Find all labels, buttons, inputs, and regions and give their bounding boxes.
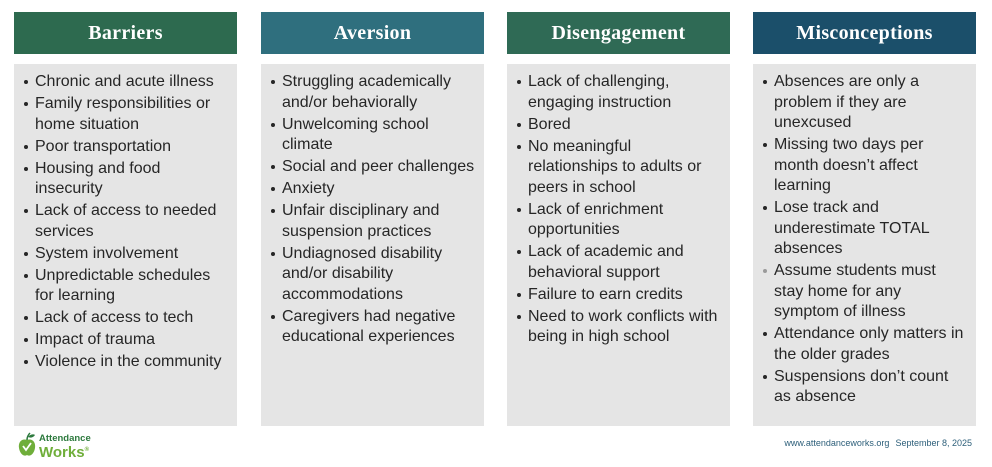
column-title: Misconceptions — [753, 12, 976, 54]
footer — [784, 438, 972, 448]
list-item: Poor transportation — [24, 137, 229, 158]
list-item: Unwelcoming school climate — [271, 115, 476, 156]
item-list — [763, 72, 968, 408]
column-aversion — [261, 12, 484, 426]
list-item: No meaningful relationships to adults or peers in school — [517, 137, 722, 199]
column-body — [14, 64, 237, 426]
list-item: Suspensions don’t count as absence — [763, 367, 968, 408]
column-title: Barriers — [14, 12, 237, 54]
column-body — [507, 64, 730, 426]
column-body — [261, 64, 484, 426]
list-item: Family responsibilities or home situation — [24, 94, 229, 135]
list-item: Housing and food insecurity — [24, 159, 229, 200]
list-item: Missing two days per month doesn’t affect learning — [763, 135, 968, 197]
list-item: Unpredictable schedules for learning — [24, 266, 229, 307]
list-item: Chronic and acute illness — [24, 72, 229, 93]
list-item: Unfair disciplinary and suspension practices — [271, 201, 476, 242]
list-item: Undiagnosed disability and/or disability accommodations — [271, 244, 476, 306]
list-item: Attendance only matters in the older grades — [763, 324, 968, 365]
list-item: Caregivers had negative educational experiences — [271, 307, 476, 348]
list-item: Social and peer challenges — [271, 157, 476, 178]
list-item: Bored — [517, 115, 722, 136]
item-list — [24, 72, 229, 373]
column-body — [753, 64, 976, 426]
registered-mark: ® — [84, 446, 89, 453]
list-item: Lack of access to tech — [24, 308, 229, 329]
list-item: Violence in the community — [24, 352, 229, 373]
list-item: Lose track and underestimate TOTAL absences — [763, 198, 968, 260]
list-item: System involvement — [24, 244, 229, 265]
list-item: Impact of trauma — [24, 330, 229, 351]
footer-date: September 8, 2025 — [895, 438, 972, 448]
column-misconceptions — [753, 12, 976, 426]
logo-line-2: Works — [39, 443, 85, 461]
item-list — [517, 72, 722, 348]
column-title: Aversion — [261, 12, 484, 54]
list-item: Lack of challenging, engaging instruction — [517, 72, 722, 113]
apple-leaf-icon — [17, 432, 37, 463]
column-title: Disengagement — [507, 12, 730, 54]
logo-line-1: Attendance — [39, 433, 91, 444]
list-item: Assume students must stay home for any symptom of illness — [763, 261, 968, 323]
list-item: Lack of enrichment opportunities — [517, 200, 722, 241]
list-item: Anxiety — [271, 179, 476, 200]
list-item: Need to work conflicts with being in high school — [517, 307, 722, 348]
item-list — [271, 72, 476, 348]
list-item: Absences are only a problem if they are unexcused — [763, 72, 968, 134]
footer-url: www.attendanceworks.org — [784, 438, 890, 448]
list-item: Failure to earn credits — [517, 285, 722, 306]
list-item: Struggling academically and/or behaviorally — [271, 72, 476, 113]
column-barriers — [14, 12, 237, 426]
attendance-works-logo — [17, 432, 91, 463]
column-disengagement — [507, 12, 730, 426]
list-item: Lack of access to needed services — [24, 201, 229, 242]
list-item: Lack of academic and behavioral support — [517, 242, 722, 283]
